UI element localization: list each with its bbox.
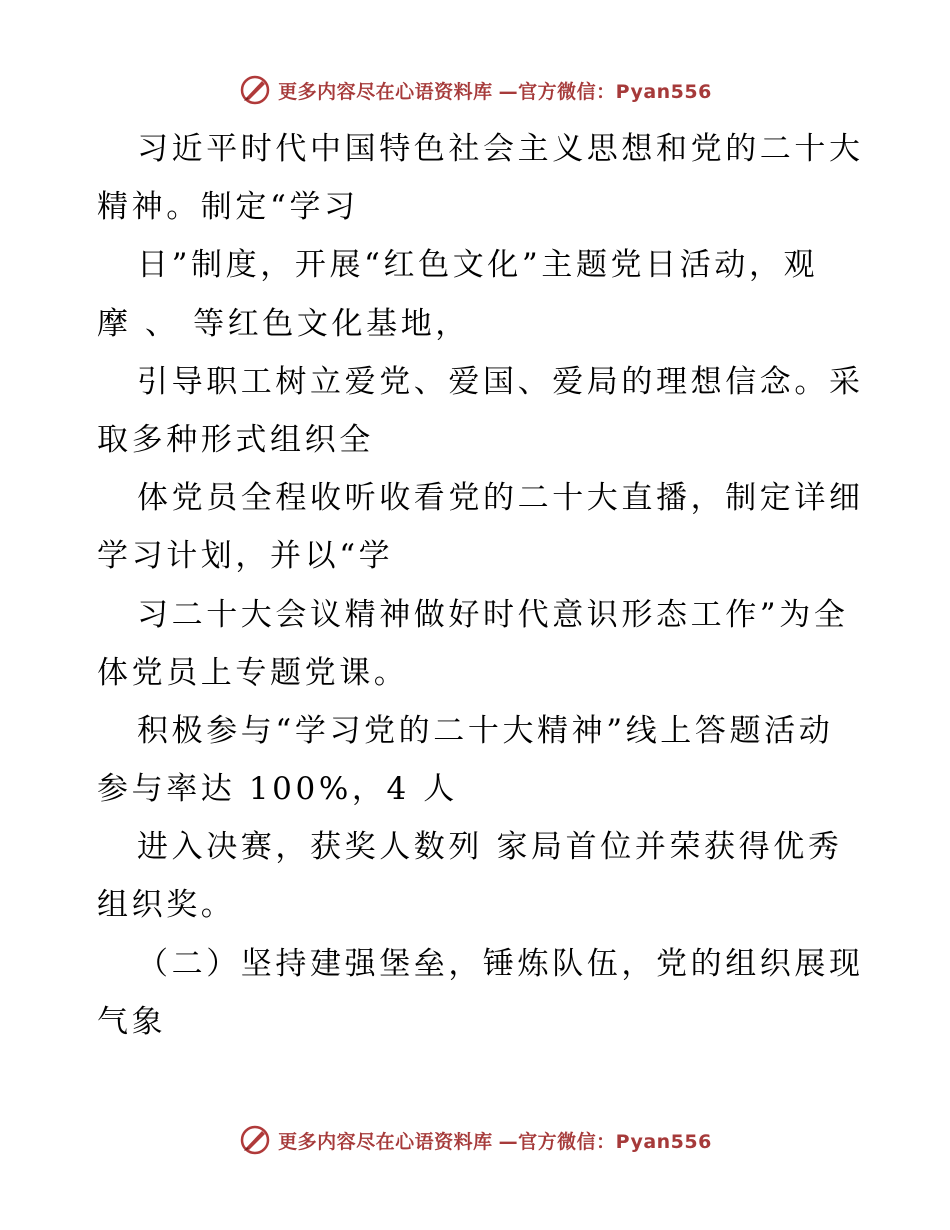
document-body bbox=[97, 120, 864, 1051]
text-line: 习近平时代中国特色社会主义思想和党的二十大 bbox=[137, 131, 864, 167]
footer-wechat-id: —官方微信：Pyan556 bbox=[498, 1130, 712, 1153]
pen-logo-icon bbox=[238, 1123, 272, 1157]
header-wechat-id: —官方微信：Pyan556 bbox=[498, 80, 712, 103]
text-line: 取多种形式组织全 bbox=[97, 421, 374, 458]
text-line: 精神。制定“学习 bbox=[97, 189, 359, 226]
text-line: 日”制度，开展“红色文化”主题党日活动，观 bbox=[137, 247, 819, 284]
text-line: 习二十大会议精神做好时代意识形态工作”为全 bbox=[137, 596, 849, 633]
header-site-name: 更多内容尽在心语资料库 bbox=[278, 80, 493, 103]
text-line: 气象 bbox=[97, 1003, 167, 1040]
text-line: 积极参与“学习党的二十大精神”线上答题活动 bbox=[137, 712, 834, 749]
section-heading: （二）坚持建强堡垒，锤炼队伍，党的组织展现 bbox=[137, 945, 864, 982]
text-line: 参与率达 100%，4 人 bbox=[97, 771, 458, 808]
text-line: 学习计划，并以“学 bbox=[97, 538, 394, 575]
pen-logo-icon bbox=[238, 73, 272, 107]
text-line: 组织奖。 bbox=[97, 887, 236, 924]
text-line: 体党员上专题党课。 bbox=[97, 654, 409, 691]
footer-watermark bbox=[0, 1120, 950, 1160]
footer-site-name: 更多内容尽在心语资料库 bbox=[278, 1130, 493, 1153]
header-watermark bbox=[0, 70, 950, 110]
text-line: 摩 、 等红色文化基地， bbox=[97, 305, 470, 342]
text-line: 进入决赛，获奖人数列 家局首位并荣获得优秀 bbox=[137, 829, 843, 866]
text-line: 引导职工树立爱党、爱国、爱局的理想信念。采 bbox=[137, 363, 864, 400]
text-line: 体党员全程收听收看党的二十大直播，制定详细 bbox=[137, 480, 864, 517]
